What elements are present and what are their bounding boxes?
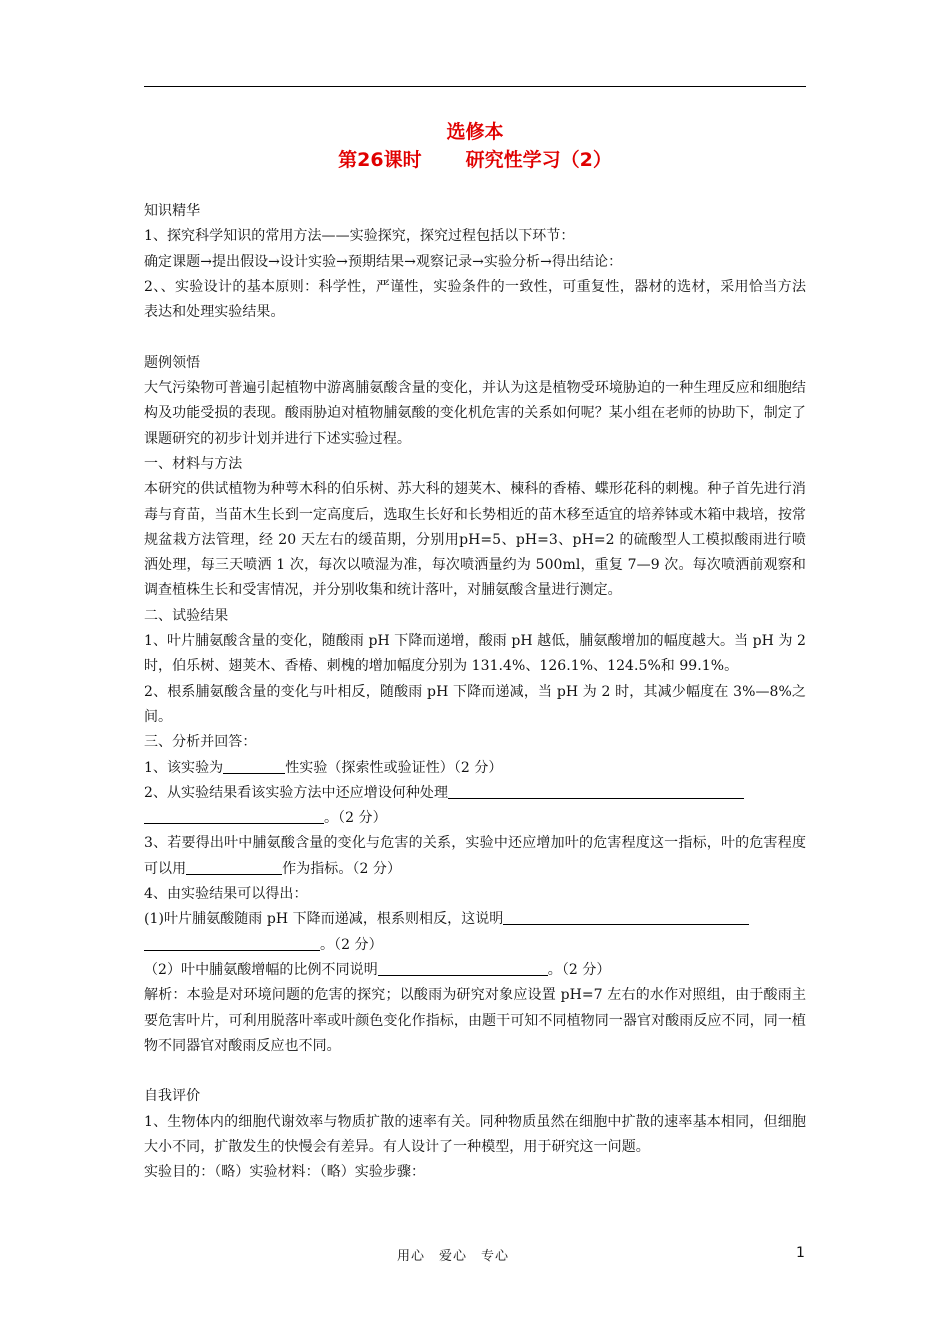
header-rule [144, 86, 806, 87]
paragraph: 实验目的：（略）实验材料：（略）实验步骤： [144, 1164, 426, 1181]
subsection-heading: 一、材料与方法 [144, 455, 243, 472]
answer-blank[interactable] [378, 959, 548, 976]
question-1: 1、该实验为 性实验（探索性或验证性）（2 分） [144, 756, 806, 781]
title-block [144, 118, 806, 174]
answer-blank[interactable] [223, 757, 285, 774]
paragraph: 确定课题→提出假设→设计实验→预期结果→观察记录→实验分析→得出结论： [144, 253, 623, 270]
paragraph: 本研究的供试植物为种萼木科的伯乐树、苏大科的翅荚木、楝科的香椿、蝶形花科的刺槐。种子首先进行消毒与育苗，当苗木生长到一定高度后，选取生长好和长势相近的苗木移至适宜的培养钵或木箱中栽培，按常规盆栽方法管理，经 20 天左右的缓苗期，分别用pH=5、pH=3、pH=2 的硫酸型人工模拟酸雨进行喷洒处理，每三天喷洒 1 次，每次以喷湿为准，每次喷洒量约为 500ml，重复 7—9 次。每次喷洒前观察和调查植株生长和受害情况，并分别收集和统计落叶，对脯氨酸含量进行测定。 [144, 481, 806, 599]
lesson-number: 第26课时 [338, 149, 422, 171]
question-4: 4、由实验结果可以得出： [144, 886, 308, 903]
section-heading-knowledge: 知识精华 [144, 203, 201, 219]
lesson-title [144, 146, 806, 174]
question-2: 2、从实验结果看该实验方法中还应增设何种处理 。（2 分） [144, 781, 806, 832]
document-title: 选修本 [446, 121, 504, 143]
paragraph: 2、、实验设计的基本原则：科学性，严谨性，实验条件的一致性，可重复性，器材的选材，采用恰当方法表达和处理实验结果。 [144, 278, 806, 321]
question-4-1: (1)叶片脯氨酸随雨 pH 下降而递减，根系则相反，这说明 。（2 分） [144, 907, 806, 958]
paragraph: 2、根系脯氨酸含量的变化与叶相反，随酸雨 pH 下降而递减，当 pH 为 2 时，其减少幅度在 3%—8%之间。 [144, 683, 806, 725]
subsection-heading: 三、分析并回答： [144, 734, 257, 751]
document-body [144, 199, 806, 1186]
answer-blank[interactable] [448, 782, 744, 799]
answer-blank[interactable] [144, 807, 324, 824]
page-number: 1 [796, 1245, 805, 1261]
section-heading-self-eval: 自我评价 [144, 1088, 201, 1105]
subsection-heading: 二、试验结果 [144, 607, 229, 624]
footer-motto: 用心 爱心 专心 [397, 1249, 510, 1264]
answer-blank[interactable] [186, 858, 282, 875]
answer-blank[interactable] [144, 934, 320, 951]
analysis-paragraph: 解析：本验是对环境问题的危害的探究；以酸雨为研究对象应设置 pH=7 左右的水作对照组，由于酸雨主要危害叶片，可利用脱落叶率或叶颜色变化作指标，由题干可知不同植物同一器官对酸雨反应不同，同一植物不同器官对酸雨反应也不同。 [144, 987, 806, 1054]
paragraph: 大气污染物可普遍引起植物中游离脯氨酸含量的变化，并认为这是植物受环境胁迫的一种生理反应和细胞结构及功能受损的表现。酸雨胁迫对植物脯氨酸的变化机危害的关系如何呢？某小组在老师的协助下，制定了课题研究的初步计划并进行下述实验过程。 [144, 380, 806, 447]
lesson-topic: 研究性学习（2） [465, 149, 612, 171]
paragraph: 1、生物体内的细胞代谢效率与物质扩散的速率有关。同种物质虽然在细胞中扩散的速率基本相同，但细胞大小不同，扩散发生的快慢会有差异。有人设计了一种模型，用于研究这一问题。 [144, 1113, 806, 1155]
answer-blank[interactable] [503, 908, 749, 925]
question-3: 3、若要得出叶中脯氨酸含量的变化与危害的关系，实验中还应增加叶的危害程度这一指标，叶的危害程度可以用 作为指标。（2 分） [144, 835, 806, 877]
section-heading-example: 题例领悟 [144, 354, 201, 371]
paragraph: 1、探究科学知识的常用方法——实验探究，探究过程包括以下环节： [144, 228, 575, 245]
paragraph: 1、叶片脯氨酸含量的变化，随酸雨 pH 下降而递增，酸雨 pH 越低，脯氨酸增加的幅度越大。当 pH 为 2 时，伯乐树、翅荚木、香椿、刺槐的增加幅度分别为 131.4%、126.1%、124.5%和 99.1%。 [144, 633, 806, 675]
question-4-2: （2）叶中脯氨酸增幅的比例不同说明 。（2 分） [144, 958, 806, 983]
